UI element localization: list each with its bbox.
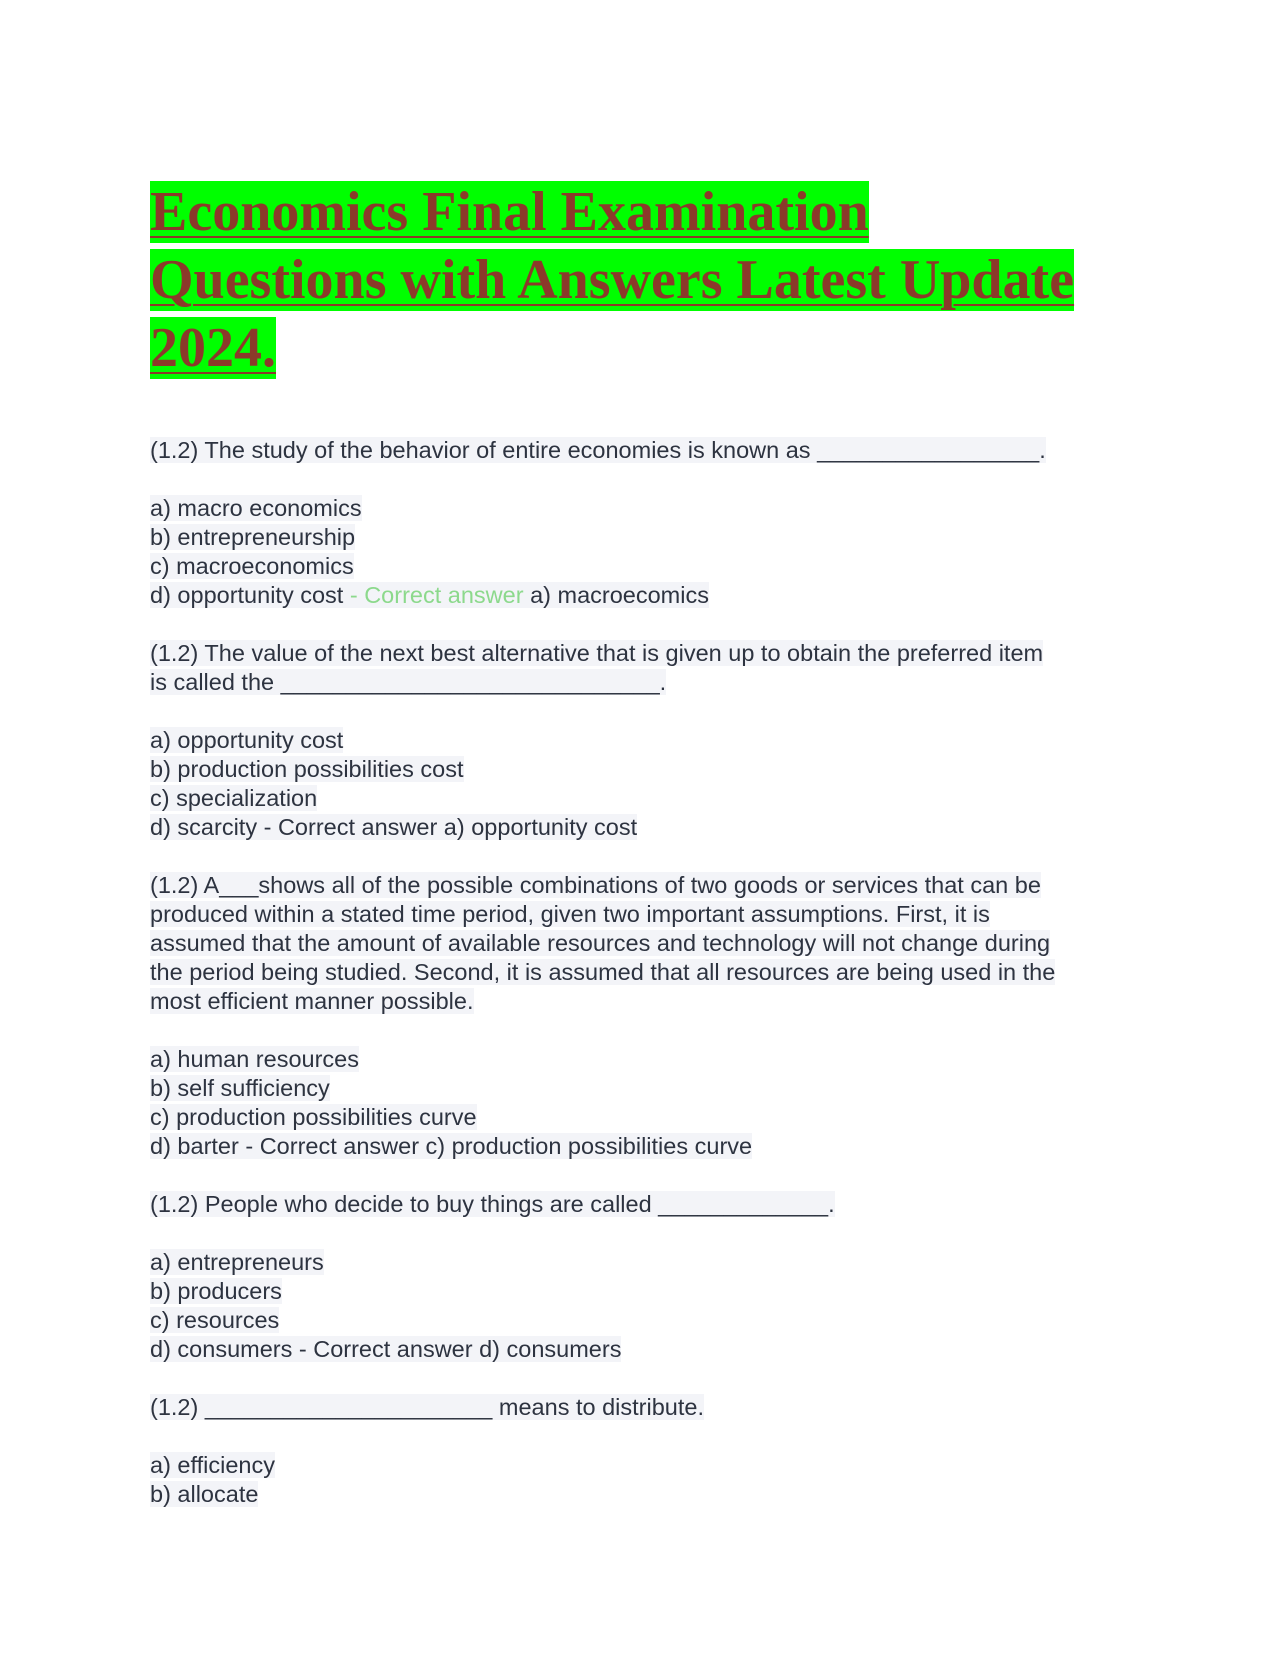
option-text: a) macro economics: [150, 495, 362, 521]
option-with-answer: d) consumers - Correct answer d) consumers: [150, 1336, 622, 1362]
question-4-options: [150, 1248, 1130, 1364]
question-3-line: assumed that the amount of available resources and technology will not change during: [150, 930, 1051, 956]
option-text: a) human resources: [150, 1046, 359, 1072]
question-2-prompt: [150, 639, 1130, 697]
option-text: c) resources: [150, 1307, 280, 1333]
option-with-answer: d) scarcity - Correct answer a) opportunity cost: [150, 814, 638, 840]
question-1-options: [150, 494, 1130, 610]
question-3-prompt: [150, 871, 1130, 1016]
option-with-answer: [150, 582, 709, 608]
question-3-line: (1.2) A___shows all of the possible combinations of two goods or services that can be: [150, 872, 1041, 898]
question-5-prompt: [150, 1393, 1130, 1422]
question-4-prompt: [150, 1190, 1130, 1219]
document-page: [150, 178, 1130, 1538]
correct-answer-label: - Correct answer: [343, 582, 524, 608]
question-2-line: (1.2) The value of the next best alternative that is given up to obtain the preferred item: [150, 640, 1044, 666]
title-line-2: Questions with Answers Latest Update: [150, 249, 1075, 311]
title-line-3: 2024.: [150, 317, 276, 379]
question-4-text: (1.2) People who decide to buy things are called _____________.: [150, 1191, 835, 1217]
title-line-1: Economics Final Examination: [150, 181, 869, 243]
option-text: b) producers: [150, 1278, 282, 1304]
option-text: b) self sufficiency: [150, 1075, 330, 1101]
question-2-options: [150, 726, 1130, 842]
question-1-text: (1.2) The study of the behavior of entire economies is known as _________________.: [150, 437, 1046, 463]
option-text: c) production possibilities curve: [150, 1104, 477, 1130]
question-3-line: produced within a stated time period, given two important assumptions. First, it is: [150, 901, 990, 927]
option-text: a) efficiency: [150, 1452, 275, 1478]
option-text: b) entrepreneurship: [150, 524, 356, 550]
option-text: c) specialization: [150, 785, 318, 811]
question-3-options: [150, 1045, 1130, 1161]
question-3-line: most efficient manner possible.: [150, 988, 474, 1014]
question-1-prompt: [150, 436, 1130, 465]
option-text: b) production possibilities cost: [150, 756, 464, 782]
option-text: d) opportunity cost: [150, 582, 344, 608]
option-with-answer: d) barter - Correct answer c) production possibilities curve: [150, 1133, 753, 1159]
option-text: b) allocate: [150, 1481, 259, 1507]
option-text: a) entrepreneurs: [150, 1249, 324, 1275]
option-text: c) macroeconomics: [150, 553, 354, 579]
question-5-options: [150, 1451, 1130, 1509]
document-title: [150, 178, 1130, 382]
correct-answer-text: a) macroecomics: [523, 582, 709, 608]
question-5-text: (1.2) ______________________ means to distribute.: [150, 1394, 704, 1420]
question-2-line: is called the _____________________________.: [150, 669, 667, 695]
option-text: a) opportunity cost: [150, 727, 344, 753]
question-3-line: the period being studied. Second, it is assumed that all resources are being used in the: [150, 959, 1056, 985]
